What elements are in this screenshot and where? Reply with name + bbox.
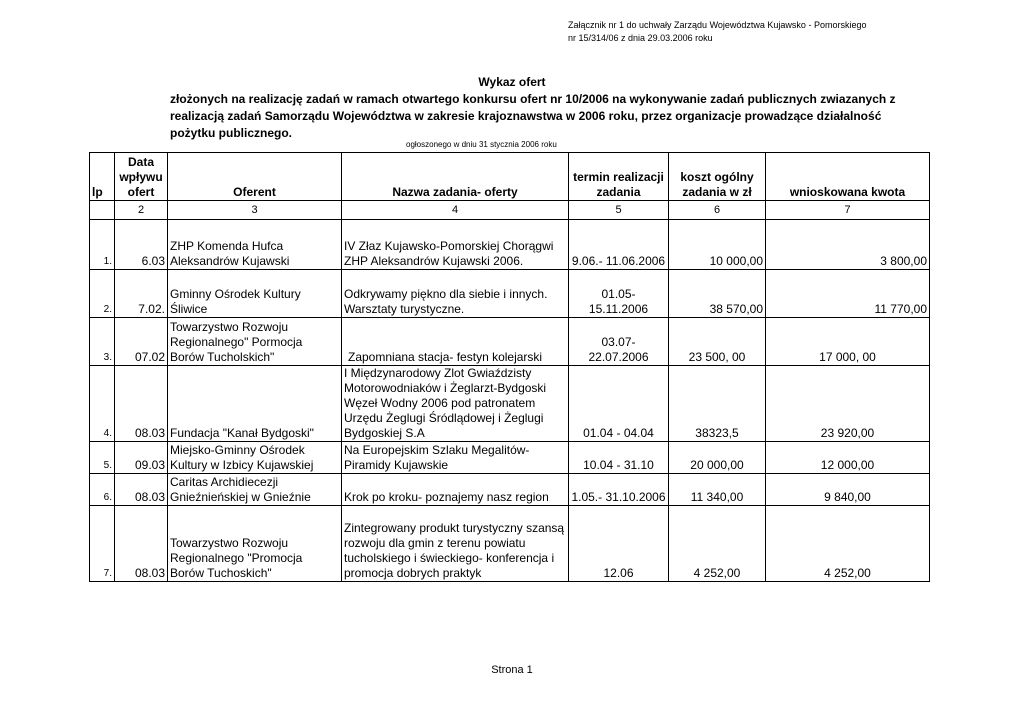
cell-offerer: Gminny Ośrodek Kultury Śliwice — [168, 270, 342, 318]
cell-lp: 7. — [90, 506, 115, 582]
cell-amount: 11 770,00 — [766, 270, 930, 318]
table-row — [90, 474, 930, 506]
cell-offerer: Miejsko-Gminny Ośrodek Kultury w Izbicy Kujawskiej — [168, 442, 342, 474]
header-date: Data wpływu ofert — [115, 153, 168, 201]
column-number: 5 — [569, 201, 669, 220]
cell-cost: 38 570,00 — [669, 270, 766, 318]
attachment-line-1: Załącznik nr 1 do uchwały Zarządu Województwa Kujawsko - Pomorskiego — [568, 20, 867, 30]
cell-offerer: Fundacja "Kanał Bydgoski" — [168, 366, 342, 442]
cell-task: Odkrywamy piękno dla siebie i innych. Warsztaty turystyczne. — [342, 270, 569, 318]
cell-offerer: Caritas Archidiecezji Gnieźnieńskiej w Gnieźnie — [168, 474, 342, 506]
offers-table — [89, 152, 930, 582]
cell-task: Zintegrowany produkt turystyczny szansą rozwoju dla gmin z terenu powiatu tucholskiego i świeckiego- konferencja i promocja dobrych praktyk — [342, 506, 569, 582]
cell-term: 9.06.- 11.06.2006 — [569, 220, 669, 270]
cell-task: Na Europejskim Szlaku Megalitów- Piramidy Kujawskie — [342, 442, 569, 474]
cell-offerer: ZHP Komenda Hufca Aleksandrów Kujawski — [168, 220, 342, 270]
announcement-date: ogłoszonego w dniu 31 stycznia 2006 roku — [406, 140, 557, 149]
table-header-row — [90, 153, 930, 201]
cell-date: 08.03 — [115, 506, 168, 582]
column-number: 6 — [669, 201, 766, 220]
document-title: Wykaz ofert — [478, 75, 546, 89]
column-number: 2 — [115, 201, 168, 220]
cell-cost: 11 340,00 — [669, 474, 766, 506]
table-row — [90, 442, 930, 474]
cell-term: 01.04 - 04.04 — [569, 366, 669, 442]
header-cost: koszt ogólny zadania w zł — [669, 153, 766, 201]
cell-amount: 4 252,00 — [766, 506, 930, 582]
cell-date: 09.03 — [115, 442, 168, 474]
header-task: Nazwa zadania- oferty — [342, 153, 569, 201]
cell-cost: 23 500, 00 — [669, 318, 766, 366]
cell-lp: 3. — [90, 318, 115, 366]
header-amount: wnioskowana kwota — [766, 153, 930, 201]
column-number: 4 — [342, 201, 569, 220]
cell-cost: 38323,5 — [669, 366, 766, 442]
cell-date: 6.03 — [115, 220, 168, 270]
cell-lp: 1. — [90, 220, 115, 270]
table-row — [90, 506, 930, 582]
cell-term: 03.07- 22.07.2006 — [569, 318, 669, 366]
table-row — [90, 270, 930, 318]
cell-task: Krok po kroku- poznajemy nasz region — [342, 474, 569, 506]
cell-amount: 23 920,00 — [766, 366, 930, 442]
cell-lp: 2. — [90, 270, 115, 318]
column-number-row — [90, 201, 930, 220]
table-row — [90, 318, 930, 366]
cell-cost: 20 000,00 — [669, 442, 766, 474]
cell-term: 01.05- 15.11.2006 — [569, 270, 669, 318]
cell-task: IV Złaz Kujawsko-Pomorskiej Chorągwi ZHP Aleksandrów Kujawski 2006. — [342, 220, 569, 270]
page-number: Strona 1 — [491, 664, 533, 676]
cell-term: 1.05.- 31.10.2006 — [569, 474, 669, 506]
cell-amount: 3 800,00 — [766, 220, 930, 270]
cell-task: I Międzynarodowy Zlot Gwiaździsty Motorowodniaków i Żeglarzt-Bydgoski Węzeł Wodny 2006 pod patronatem Urzędu Żeglugi Śródlądowej i Żeglugi Bydgoskiej S.A — [342, 366, 569, 442]
cell-lp: 5. — [90, 442, 115, 474]
cell-cost: 10 000,00 — [669, 220, 766, 270]
cell-term: 10.04 - 31.10 — [569, 442, 669, 474]
cell-task: Zapomniana stacja- festyn kolejarski — [342, 318, 569, 366]
header-offerer: Oferent — [168, 153, 342, 201]
cell-date: 08.03 — [115, 366, 168, 442]
cell-lp: 4. — [90, 366, 115, 442]
cell-cost: 4 252,00 — [669, 506, 766, 582]
cell-date: 7.02. — [115, 270, 168, 318]
table-row — [90, 366, 930, 442]
cell-offerer: Towarzystwo Rozwoju Regionalnego "Promocja Borów Tuchoskich" — [168, 506, 342, 582]
cell-amount: 17 000, 00 — [766, 318, 930, 366]
header-lp: lp — [90, 153, 115, 201]
attachment-note — [568, 19, 866, 45]
column-number — [90, 201, 115, 220]
cell-lp: 6. — [90, 474, 115, 506]
cell-amount: 12 000,00 — [766, 442, 930, 474]
header-term: termin realizacji zadania — [569, 153, 669, 201]
cell-offerer: Towarzystwo Rozwoju Regionalnego" Pormocja Borów Tucholskich" — [168, 318, 342, 366]
document-subtitle: złożonych na realizację zadań w ramach otwartego konkursu ofert nr 10/2006 na wykonywanie zadań publicznych zwiazanych z realizacją zadań Samorządu Województwa w zakresie krajoznawstwa w 2006 roku, przez organizacje prowadzące działalność pożytku publicznego. — [170, 92, 896, 140]
table-row — [90, 220, 930, 270]
column-number: 3 — [168, 201, 342, 220]
column-number: 7 — [766, 201, 930, 220]
cell-term: 12.06 — [569, 506, 669, 582]
cell-amount: 9 840,00 — [766, 474, 930, 506]
cell-date: 08.03 — [115, 474, 168, 506]
cell-date: 07.02 — [115, 318, 168, 366]
attachment-line-2: nr 15/314/06 z dnia 29.03.2006 roku — [568, 33, 713, 43]
